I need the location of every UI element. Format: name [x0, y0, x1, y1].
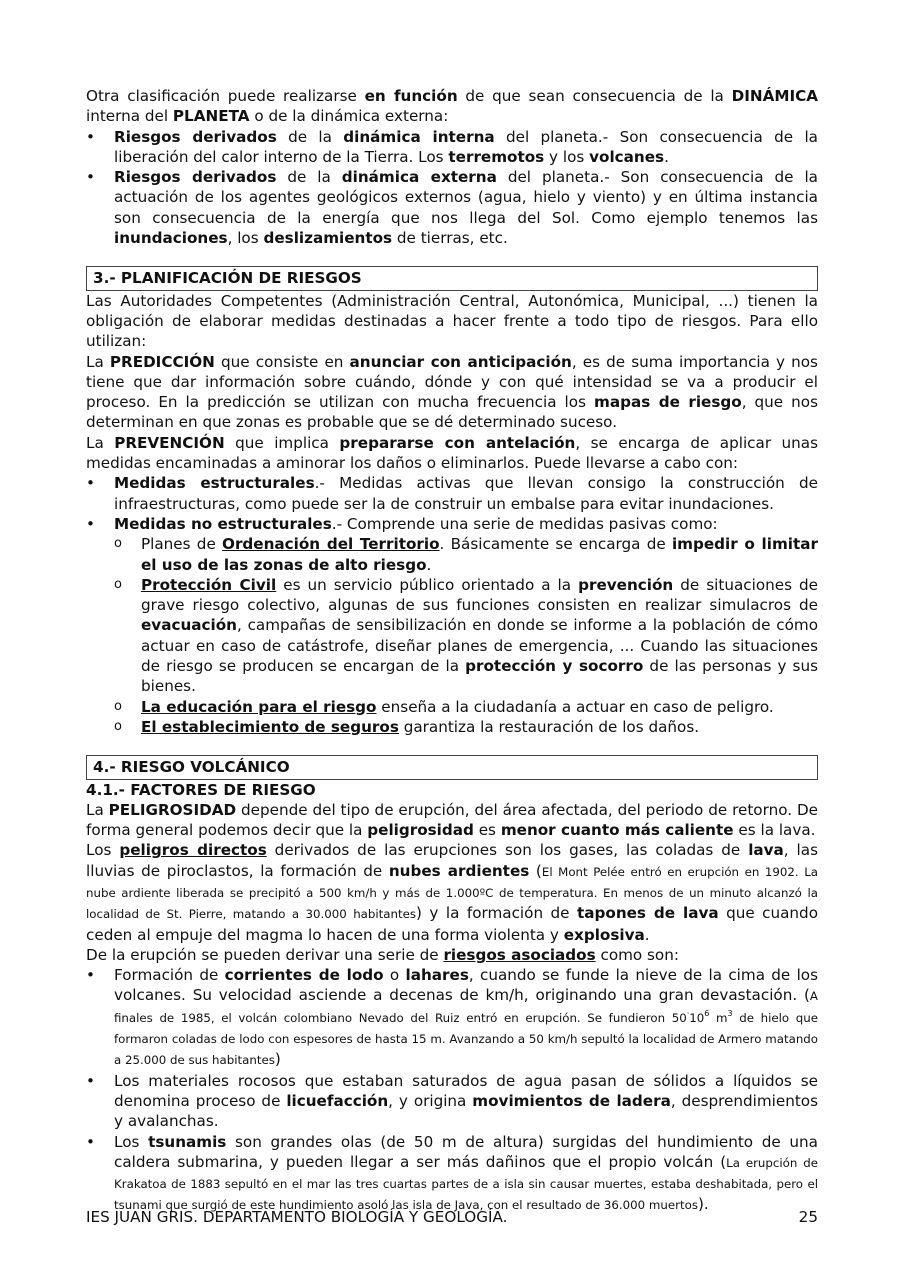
text: , que nos determinan en que zonas es probable que se dé determinado suceso.: [86, 393, 818, 432]
bold-text: corrientes de lodo: [224, 966, 384, 985]
text: Los: [114, 1132, 149, 1151]
text: Los: [86, 841, 120, 860]
danger-paragraph: [86, 800, 818, 841]
underlined-bold-text: riesgos asociados: [443, 945, 596, 964]
text: de la: [276, 168, 342, 187]
text: La: [86, 352, 110, 371]
bold-text: mapas de riesgo: [594, 393, 742, 412]
list-item: [86, 697, 818, 717]
bold-text: deslizamientos: [263, 229, 393, 248]
text: y los: [544, 147, 590, 166]
list-item: [86, 167, 818, 248]
text: ): [274, 1050, 281, 1069]
underlined-bold-text: peligros directos: [119, 841, 267, 860]
bold-text: tapones de lava: [577, 904, 719, 923]
text: .: [664, 147, 669, 166]
text: .: [426, 555, 432, 574]
bold-text: Riesgos derivados: [114, 127, 277, 146]
intro-paragraph: [86, 86, 818, 127]
text: como son:: [595, 945, 679, 964]
text: garantiza la restauración de los daños.: [398, 717, 700, 736]
list-item: [86, 965, 818, 1070]
bold-text: nubes ardientes: [388, 861, 530, 880]
text: ) y la formación de: [416, 904, 577, 923]
bold-text: licuefacción: [286, 1091, 389, 1110]
text: enseña a la ciudadanía a actuar en caso de peligro.: [376, 697, 774, 716]
bold-text: evacuación: [141, 616, 237, 635]
bold-text: lahares: [405, 966, 469, 985]
list-item: [86, 575, 818, 697]
small-note: El Mont Pelée entró en erupción en 1902. La nube ardiente liberada se precipitó a 500 km/h y más de 1.000ºC de temperatura. En menos de un minuto alcanzó la localidad de St. Pierre, matando a 30.000 habitantes: [86, 864, 819, 922]
text: derivados de las erupciones son los gases, las coladas de: [266, 841, 749, 860]
text: de que sean consecuencia de la: [457, 87, 732, 105]
text: de tierras, etc.: [392, 229, 508, 248]
text: interna del: [86, 107, 173, 126]
list-item: [86, 127, 818, 168]
sec3-paragraph-1: Las Autoridades Competentes (Administración Central, Autonómica, Municipal, ...) tienen la obligación de elaborar medidas destinadas a hacer frente a todo tipo de riesgos. Para ello utilizan:: [86, 291, 818, 351]
text: Los materiales rocosos que estaban saturados de agua pasan de sólidos a líquidos se denomina proceso de: [114, 1071, 818, 1110]
dynamics-list: [86, 127, 818, 249]
page-footer: [86, 1208, 818, 1226]
text: o de la dinámica externa:: [249, 107, 449, 126]
text: de la: [276, 127, 344, 146]
text: (: [529, 861, 542, 880]
bold-text: menor cuanto más caliente: [500, 821, 734, 840]
bold-text: anunciar con anticipación: [349, 352, 572, 371]
text: que consiste en: [214, 352, 350, 371]
bold-text: Medidas no estructurales: [114, 514, 332, 533]
bold-text: lava: [748, 841, 784, 860]
text: del planeta.- Son consecuencia de la liberación del calor interno de la Tierra. Los: [114, 127, 818, 166]
bold-text: prevención: [578, 575, 674, 594]
bold-text: PREDICCIÓN: [109, 352, 215, 371]
text: , es de suma importancia y nos tiene que dar información sobre cuándo, dónde y con qué intensidad se va a producir el proceso. En la predicción se utilizan con mucha frecuencia los: [86, 352, 818, 412]
direct-dangers-paragraph: [86, 840, 818, 944]
text: depende del tipo de erupción, del área afectada, del periodo de retorno. De forma general podemos decir que la: [86, 800, 818, 840]
underlined-bold-text: La educación para el riesgo: [141, 697, 377, 716]
associated-risks-list: [86, 965, 818, 1216]
text: ).: [697, 1195, 709, 1214]
list-item: [86, 514, 818, 534]
small-note: m: [709, 1010, 728, 1025]
text: , se encarga de aplicar unas medidas encaminadas a aminorar los daños o eliminarlos. Puede llevarse a cabo con:: [86, 433, 818, 473]
bold-text: volcanes: [589, 147, 665, 166]
bold-text: protección y socorro: [465, 657, 644, 676]
bold-text: inundaciones: [114, 229, 228, 248]
text: Otra clasificación puede realizarse: [86, 87, 365, 105]
text: De la erupción se pueden derivar una serie de: [86, 945, 444, 964]
text: .- Comprende una serie de medidas pasivas como:: [331, 514, 718, 533]
superscript: 6: [704, 1008, 710, 1018]
superscript: 3: [727, 1008, 733, 1018]
section-4-1-heading: 4.1.- FACTORES DE RIESGO: [86, 780, 316, 799]
bold-text: Medidas estructurales: [114, 474, 315, 493]
small-note: 10: [689, 1010, 705, 1025]
text: de las personas y sus bienes.: [141, 657, 819, 696]
bold-text: PELIGROSIDAD: [108, 800, 237, 819]
list-item: [86, 1071, 818, 1132]
bold-text: peligrosidad: [367, 821, 474, 840]
prediction-paragraph: [86, 352, 818, 433]
bold-text: impedir o limitar el uso de las zonas de alto riesgo: [141, 535, 818, 574]
text: de situaciones de grave riesgo colectivo, algunas de sus funciones consisten en realizar simulacros de: [141, 575, 819, 615]
underlined-bold-text: El establecimiento de seguros: [141, 717, 399, 736]
text: es: [473, 821, 501, 840]
text: .- Medidas activas que llevan consigo la construcción de infraestructuras, como puede ser la de construir un embalse para evitar inundaciones.: [114, 474, 818, 513]
text: , los: [227, 229, 264, 248]
text: Formación de: [114, 966, 225, 985]
section-4-heading: 4.- RIESGO VOLCÁNICO: [86, 755, 818, 779]
text: del planeta.- Son consecuencia de la actuación de los agentes geológicos externos (agua, hielo y viento) y en última instancia son consecuencia de la energía que nos llega del Sol. Como ejemplo tenemos las: [114, 168, 818, 227]
bold-text: Riesgos derivados: [114, 168, 277, 187]
nonstructural-sublist: [86, 534, 818, 737]
small-note: La erupción de Krakatoa de 1883 sepultó en el mar las tres cuartas partes de a isla sin causar muertes, estaba deshabitada, pero el tsunami que surgió de este hundimiento asoló las isla de Java, con el resultado de 36.000 muertos: [114, 1155, 819, 1213]
text: .: [644, 925, 650, 944]
text: , y origina: [388, 1091, 473, 1110]
text: son grandes olas (de 50 m de altura) surgidas del hundimiento de una caldera submarina, y pueden llegar a ser más dañinos que el propio volcán (: [114, 1132, 818, 1171]
section-3-heading: 3.- PLANIFICACIÓN DE RIESGOS: [86, 266, 818, 290]
text: La: [86, 433, 115, 452]
text: es un servicio público orientado a la: [276, 575, 579, 594]
text: , cuando se funde la nieve de la cima de los volcanes. Su velocidad asciende a decenas de km/h, originando una gran devastación. (: [114, 966, 819, 1005]
small-note: de hielo que formaron coladas de lodo con espesores de hasta 15 m. Avanzando a 50 km/h sepultó la localidad de Armero matando a 25.000 de sus habitantes: [114, 1010, 818, 1068]
text: que implica: [224, 433, 340, 452]
bold-text: PLANETA: [172, 107, 250, 126]
list-item: [86, 473, 818, 514]
text: es la lava.: [733, 821, 816, 840]
bold-text: dinámica externa: [341, 168, 497, 187]
text: , las lluvias de piroclastos, la formación de: [86, 841, 818, 880]
text: , desprendimientos y avalanchas.: [114, 1091, 819, 1131]
text: Planes de: [141, 535, 223, 554]
underlined-bold-text: Protección Civil: [141, 575, 277, 594]
list-item: [86, 534, 818, 575]
superscript: ·: [686, 1008, 690, 1018]
footer-department: IES JUAN GRIS. DEPARTAMENTO BIOLOGÍA Y GEOLOGÍA.: [86, 1208, 508, 1226]
bold-text: dinámica interna: [343, 127, 495, 146]
text: La: [86, 800, 109, 819]
text: que cuando ceden al empuje del magma lo hacen de una forma violenta y: [86, 904, 818, 944]
bold-text: terremotos: [448, 147, 545, 166]
bold-text: movimientos de ladera: [472, 1091, 671, 1110]
text: o: [383, 966, 406, 985]
text: , campañas de sensibilización en donde se informe a la población de cómo actuar en caso de catástrofe, diseñar planes de emergencia, ... Cuando las situaciones de riesgo se producen se encargan de la: [141, 616, 818, 676]
page-number: 25: [798, 1208, 818, 1226]
page-body: [86, 86, 818, 1216]
bold-text: explosiva: [563, 925, 645, 944]
list-item: [86, 1132, 818, 1216]
bold-text: en función: [364, 87, 458, 105]
measures-list: [86, 473, 818, 534]
small-note: A finales de 1985, el volcán colombiano Nevado del Ruiz entró en erupción. Se fundieron 50: [114, 989, 818, 1025]
associated-risks-paragraph: [86, 945, 818, 965]
bold-text: PREVENCIÓN: [114, 433, 225, 452]
list-item: [86, 717, 818, 737]
prevention-paragraph: [86, 433, 818, 474]
bold-text: DINÁMICA: [731, 87, 819, 105]
text: . Básicamente se encarga de: [439, 535, 672, 554]
bold-text: prepararse con antelación: [339, 433, 576, 452]
underlined-bold-text: Ordenación del Territorio: [222, 535, 440, 554]
bold-text: tsunamis: [148, 1132, 227, 1151]
